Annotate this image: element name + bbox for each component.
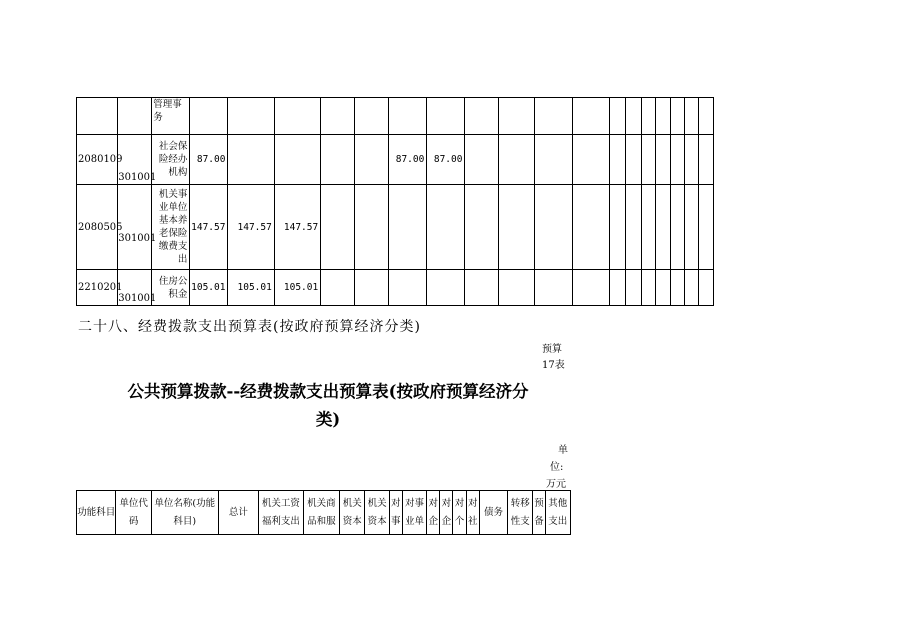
- value-cell: 147.57: [228, 185, 274, 270]
- value-cell: [427, 270, 465, 306]
- section-heading: 二十八、经费拨款支出预算表(按政府预算经济分类): [78, 319, 421, 335]
- page-title-line-1: 公共预算拨款--经费拨款支出预算表(按政府预算经济分: [127, 382, 529, 401]
- table-number-label-2: 17表: [542, 360, 565, 371]
- page-title-line-2: 类): [315, 410, 341, 429]
- value-cell: 105.01: [228, 270, 274, 306]
- unit-name-cell: 社会保险经办机构: [152, 135, 190, 185]
- total-cell: 105.01: [190, 270, 228, 306]
- function-code-cell: 2080109: [77, 135, 118, 185]
- column-header: 对个: [453, 491, 466, 535]
- total-cell: 87.00: [190, 135, 228, 185]
- value-cell: 87.00: [389, 135, 427, 185]
- table-number-label: 预算: [542, 344, 562, 355]
- value-cell: [389, 185, 427, 270]
- column-header: 转移性支: [508, 491, 533, 535]
- value-cell: [228, 135, 274, 185]
- column-header: 单位代码: [116, 491, 151, 535]
- table-row: [77, 270, 714, 306]
- value-cell: 87.00: [427, 135, 465, 185]
- top-budget-table: [76, 97, 714, 306]
- table-row: [77, 135, 714, 185]
- value-cell: [274, 135, 320, 185]
- value-cell: [389, 270, 427, 306]
- column-header: 对社: [466, 491, 479, 535]
- unit-name-cell: 住房公积金: [152, 270, 190, 306]
- unit-label-3: 万元: [546, 479, 566, 490]
- table-header-row: [77, 491, 571, 535]
- unit-name-cell: 管理事务: [152, 98, 190, 135]
- page-title: [88, 378, 568, 434]
- unit-code-cell: 301001: [118, 185, 152, 270]
- column-header: 对事业单: [402, 491, 426, 535]
- column-header: 功能科目: [77, 491, 116, 535]
- expenditure-header-table: [76, 490, 571, 535]
- unit-label-2: 位:: [550, 462, 564, 473]
- value-cell: 105.01: [274, 270, 320, 306]
- column-header: 机关资本: [340, 491, 365, 535]
- column-header: 机关资本: [365, 491, 389, 535]
- value-cell: 147.57: [274, 185, 320, 270]
- table-row: [77, 185, 714, 270]
- unit-code-cell: [118, 98, 152, 135]
- unit-code-cell: 301001: [118, 135, 152, 185]
- column-header: 其他支出: [545, 491, 570, 535]
- function-code-cell: [77, 98, 118, 135]
- unit-name-cell: 机关事业单位基本养老保险缴费支出: [152, 185, 190, 270]
- column-header: 对企: [440, 491, 453, 535]
- function-code-cell: 2080505: [77, 185, 118, 270]
- column-header: 机关工资福利支出: [259, 491, 304, 535]
- column-header: 债务: [479, 491, 507, 535]
- unit-code-cell: 301001: [118, 270, 152, 306]
- column-header: 对事: [389, 491, 402, 535]
- column-header: 总计: [218, 491, 258, 535]
- unit-label-1: 单: [558, 445, 568, 456]
- total-cell: 147.57: [190, 185, 228, 270]
- table-row: [77, 98, 714, 135]
- column-header: 单位名称(功能科目): [151, 491, 218, 535]
- column-header: 预备: [533, 491, 545, 535]
- column-header: 机关商品和服: [303, 491, 339, 535]
- column-header: 对企: [427, 491, 440, 535]
- function-code-cell: 2210201: [77, 270, 118, 306]
- value-cell: [427, 185, 465, 270]
